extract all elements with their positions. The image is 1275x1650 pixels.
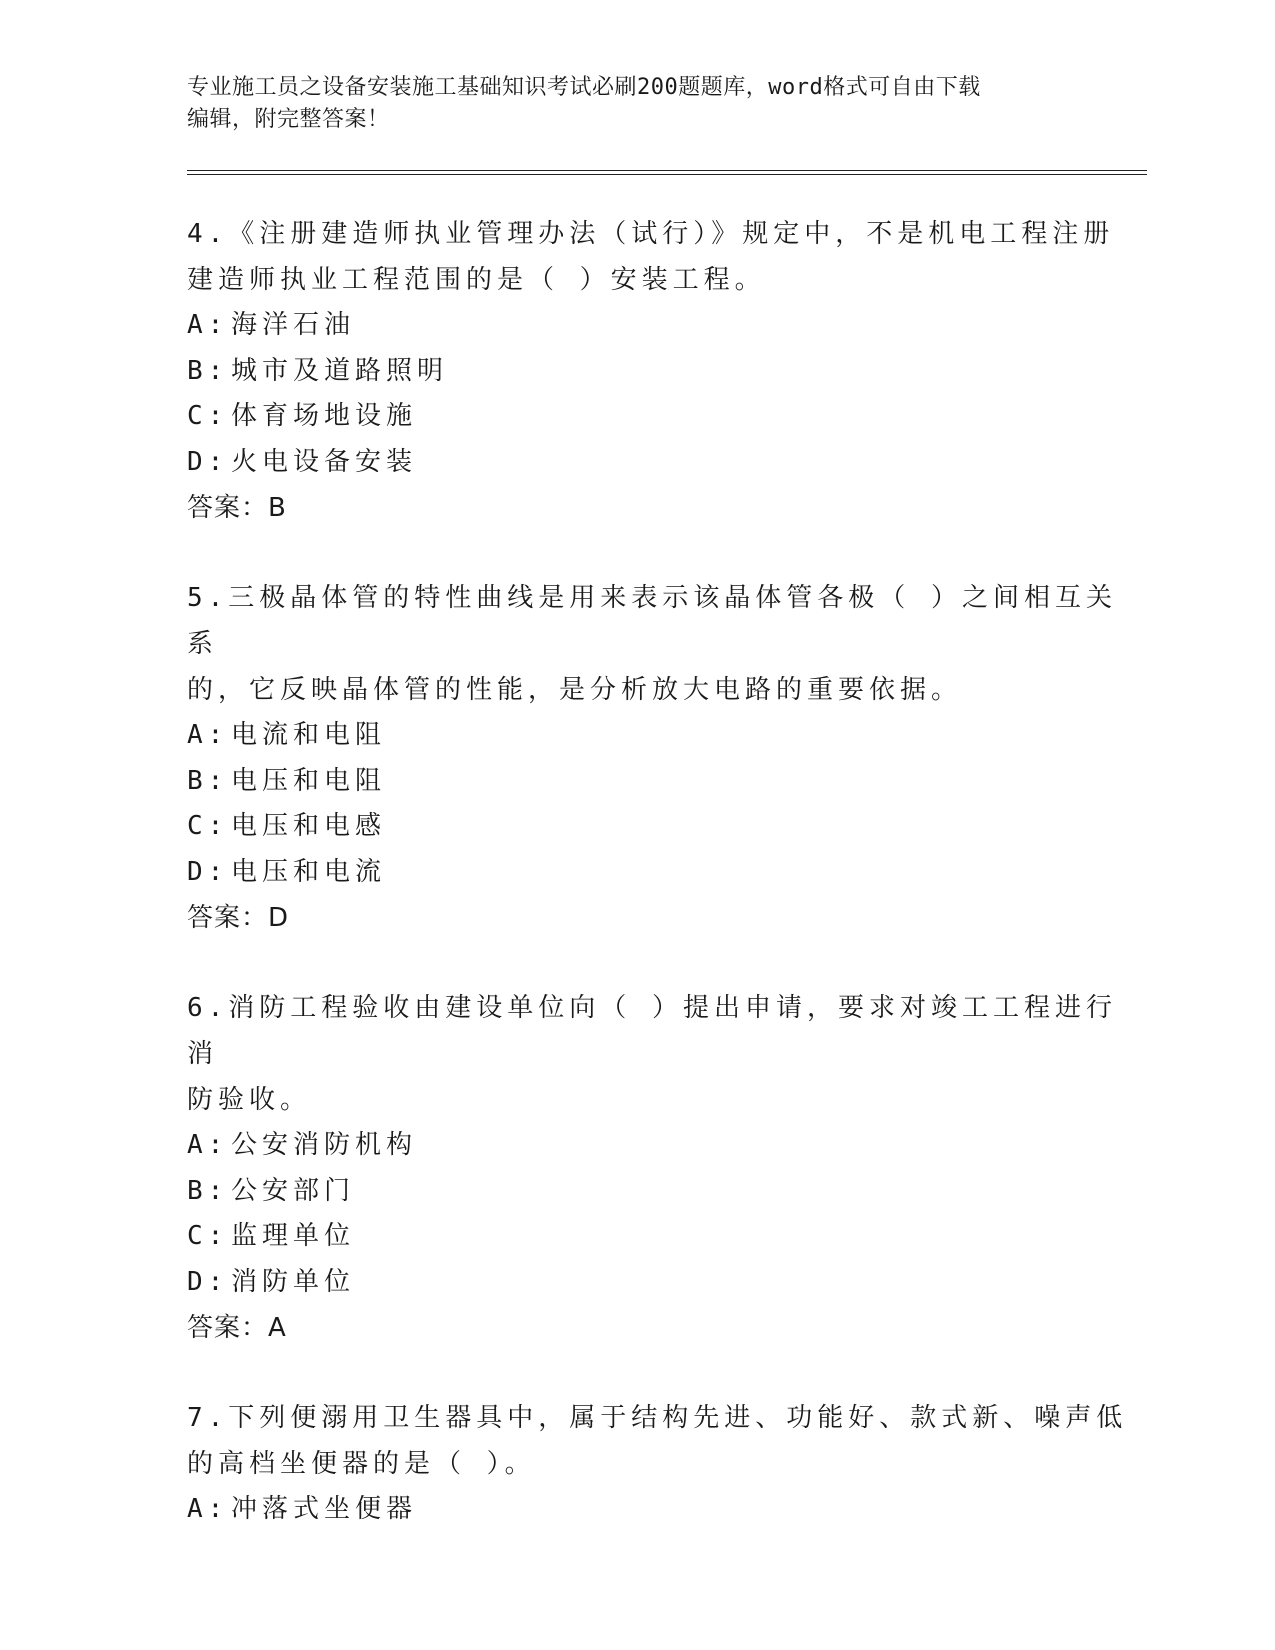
question-stem-line: 6.消防工程验收由建设单位向（ ）提出申请，要求对竣工工程进行消 [187,993,1117,1069]
question-stem-line: 防验收。 [187,1085,312,1115]
option-text: 冲落式坐便器 [231,1494,418,1524]
question-6 [187,985,1147,1351]
option-letter: B: [187,765,229,796]
question-stem-line: 5.三极晶体管的特性曲线是用来表示该晶体管各极（ ）之间相互关系 [187,583,1117,659]
option-text: 公安部门 [231,1175,356,1206]
option-text: 火电设备安装 [231,446,418,477]
option-text: 电压和电阻 [231,765,387,796]
option-letter: A: [187,1130,229,1160]
option-text: 电流和电阻 [231,720,387,750]
document-page [187,72,1147,1533]
option-letter: C: [187,401,229,431]
option-text: 监理单位 [231,1221,356,1251]
option-letter: D: [187,856,229,887]
option-letter: A: [187,310,229,340]
option-text: 体育场地设施 [231,401,418,431]
option-letter: B: [187,1175,229,1206]
question-4 [187,211,1147,531]
option-letter: C: [187,811,229,841]
option-text: 电压和电流 [231,856,387,887]
question-stem-line: 的高档坐便器的是（ ）。 [187,1449,536,1479]
question-stem-line: 的，它反映晶体管的性能，是分析放大电路的重要依据。 [187,675,963,705]
answer-line: 答案：A [187,1313,287,1343]
question-list [187,211,1147,1533]
answer-line: 答案：B [187,493,287,523]
option-a [187,1487,1147,1533]
question-5 [187,575,1147,941]
option-letter: B: [187,355,229,386]
option-b [187,1169,1147,1215]
option-d [187,1260,1147,1306]
header-divider [187,170,1147,175]
option-text: 城市及道路照明 [231,355,449,386]
option-text: 海洋石油 [231,310,356,340]
answer-line: 答案：D [187,903,290,933]
option-c [187,1214,1147,1260]
option-b [187,349,1147,395]
option-a [187,713,1147,759]
option-letter: D: [187,1266,229,1297]
option-a [187,1123,1147,1169]
question-stem-line: 4.《注册建造师执业管理办法（试行）》规定中，不是机电工程注册 [187,219,1115,249]
option-a [187,303,1147,349]
option-letter: C: [187,1221,229,1251]
option-letter: A: [187,1494,229,1524]
option-d [187,850,1147,896]
option-c [187,394,1147,440]
question-7 [187,1395,1147,1533]
document-title-line-1: 专业施工员之设备安装施工基础知识考试必刷200题题库，word格式可自由下载 [187,75,981,100]
option-b [187,759,1147,805]
question-stem-line: 7.下列便溺用卫生器具中，属于结构先进、功能好、款式新、噪声低 [187,1403,1128,1433]
option-letter: A: [187,720,229,750]
option-c [187,804,1147,850]
option-d [187,440,1147,486]
document-title-line-2: 编辑，附完整答案！ [187,107,390,132]
option-text: 电压和电感 [231,811,387,841]
option-text: 消防单位 [231,1266,356,1297]
option-text: 公安消防机构 [231,1130,418,1160]
question-stem-line: 建造师执业工程范围的是（ ）安装工程。 [187,265,766,295]
option-letter: D: [187,446,229,477]
